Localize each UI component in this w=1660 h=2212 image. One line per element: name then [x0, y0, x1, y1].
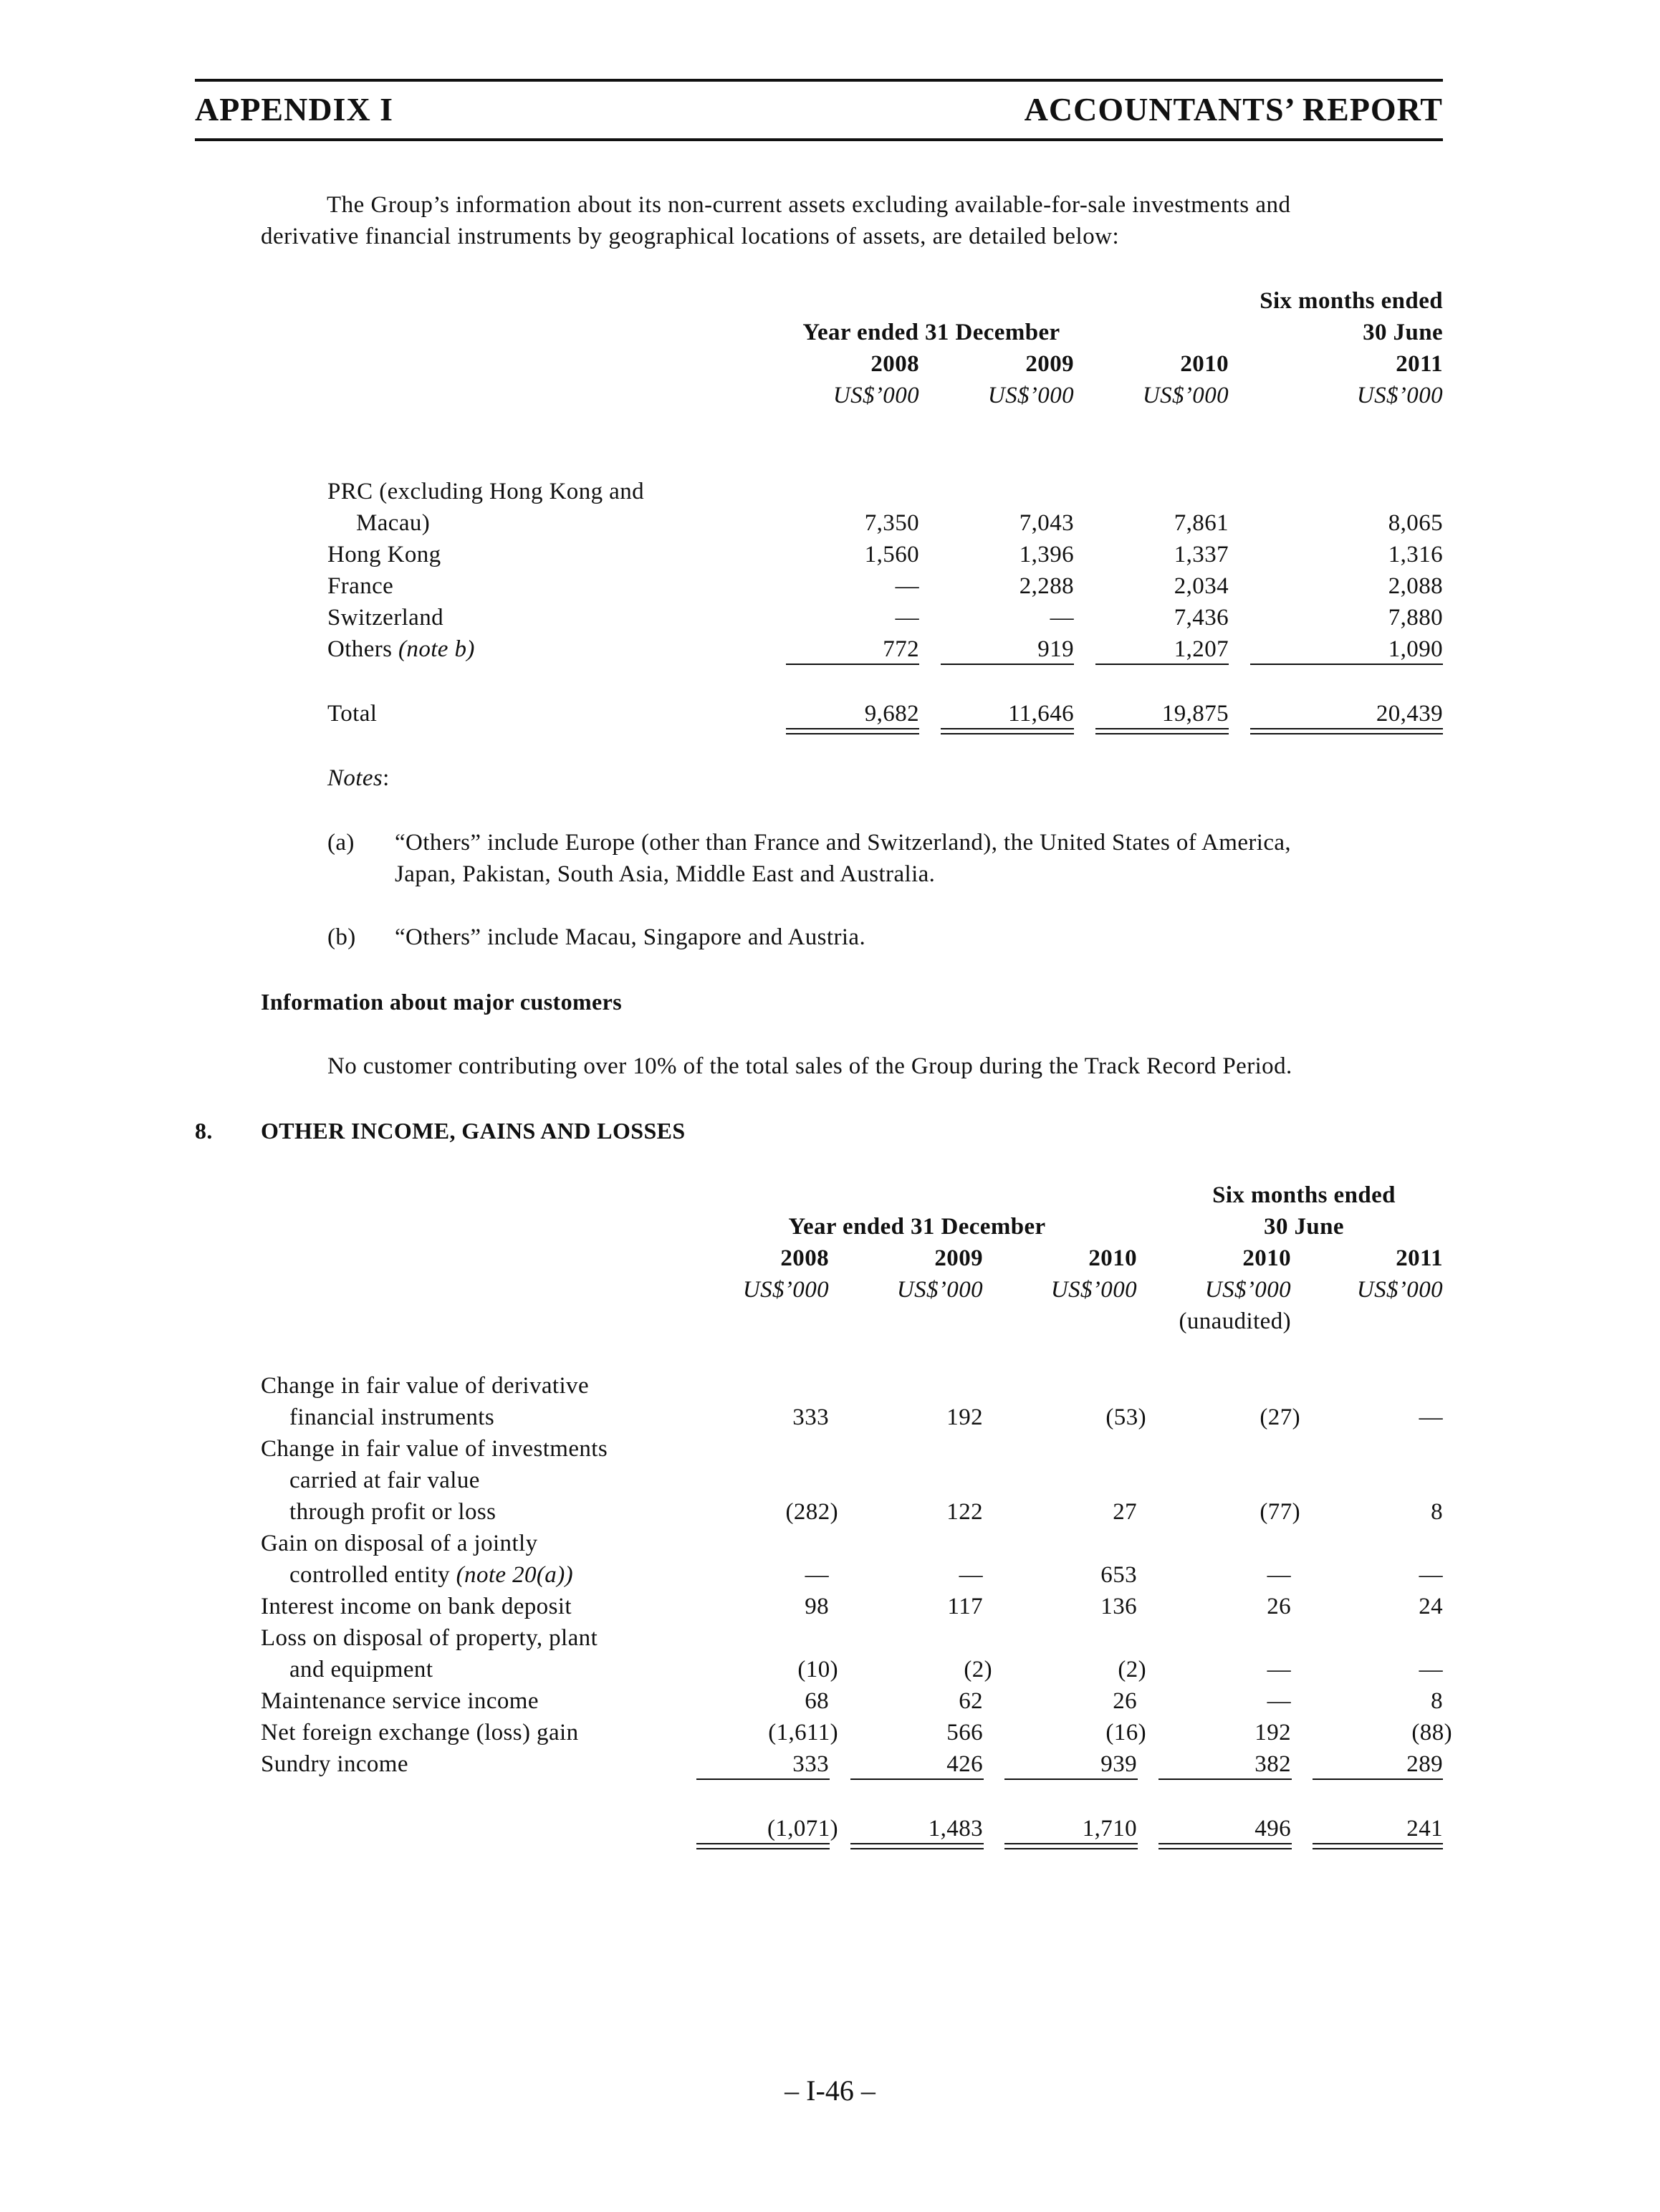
- total-double-rule: [1250, 728, 1443, 734]
- s8-year: 2009: [934, 1245, 983, 1271]
- total-double-rule: [1004, 1843, 1138, 1849]
- s8-cell: 333: [792, 1751, 829, 1777]
- geo-cell: 772: [883, 636, 919, 662]
- geo-unit-2010: US$’000: [1142, 383, 1229, 408]
- s8-row-label: Loss on disposal of property, plant: [261, 1625, 598, 1651]
- notes-heading: [327, 762, 390, 794]
- geo-cell: 1,396: [1019, 542, 1074, 568]
- geo-cell: 1,560: [864, 542, 919, 568]
- s8-cell: (10): [797, 1657, 838, 1682]
- s8-header-june: 30 June: [1264, 1214, 1344, 1240]
- note-a-mark: (a): [327, 830, 355, 856]
- s8-cell: 333: [792, 1404, 829, 1430]
- s8-row-label: Change in fair value of investments: [261, 1436, 608, 1462]
- s8-cell: 566: [946, 1720, 983, 1746]
- s8-cell: 426: [946, 1751, 983, 1777]
- geo-cell: 7,861: [1174, 510, 1229, 536]
- geo-cell: 7,043: [1019, 510, 1074, 536]
- report-title: ACCOUNTANTS’ REPORT: [1024, 91, 1443, 128]
- s8-total-cell: 496: [1254, 1816, 1291, 1842]
- geo-total-cell: 11,646: [1008, 701, 1074, 727]
- s8-cell: 382: [1254, 1751, 1291, 1777]
- s8-row-label: Maintenance service income: [261, 1688, 539, 1714]
- geo-row-label: Others: [327, 636, 399, 662]
- geo-cell: —: [895, 605, 919, 631]
- s8-row-label-cont: carried at fair value: [289, 1468, 480, 1493]
- geo-cell: 1,090: [1388, 636, 1443, 662]
- s8-unit: US$’000: [1204, 1277, 1291, 1303]
- total-double-rule: [696, 1843, 830, 1849]
- geo-cell: 2,288: [1019, 573, 1074, 599]
- geo-cell: 7,436: [1174, 605, 1229, 631]
- s8-cell: —: [1419, 1404, 1443, 1430]
- notes-title: Notes: [327, 765, 383, 791]
- s8-row-note: (note 20(a)): [456, 1562, 573, 1588]
- s8-row-label: Interest income on bank deposit: [261, 1594, 572, 1619]
- s8-cell: 289: [1406, 1751, 1443, 1777]
- s8-cell: 8: [1431, 1688, 1443, 1714]
- s8-cell: 98: [805, 1594, 829, 1619]
- s8-row-label: Net foreign exchange (loss) gain: [261, 1720, 579, 1746]
- customers-heading: Information about major customers: [261, 989, 623, 1015]
- s8-cell: 8: [1431, 1499, 1443, 1525]
- s8-cell: 122: [946, 1499, 983, 1525]
- s8-unit: US$’000: [742, 1277, 829, 1303]
- subtotal-rule: [1095, 664, 1229, 665]
- geo-row-label-others: [327, 633, 475, 665]
- s8-cell: (282): [785, 1499, 838, 1525]
- geo-row-label: Switzerland: [327, 605, 444, 631]
- note-b-mark: (b): [327, 924, 356, 950]
- s8-cell: (2): [964, 1657, 992, 1682]
- s8-row-label-cont: and equipment: [289, 1657, 433, 1682]
- intro-line-1: The Group’s information about its non-current assets excluding available-for-sale investments and: [327, 192, 1291, 218]
- geo-unit-2009: US$’000: [987, 383, 1074, 408]
- header-top-rule: [195, 79, 1443, 82]
- s8-year: 2010: [1088, 1245, 1137, 1271]
- s8-cell: 939: [1100, 1751, 1137, 1777]
- section-title: OTHER INCOME, GAINS AND LOSSES: [261, 1118, 686, 1144]
- customers-text: No customer contributing over 10% of the total sales of the Group during the Track Record Period.: [327, 1053, 1292, 1079]
- total-double-rule: [941, 728, 1074, 734]
- geo-header-six-months: Six months ended: [1260, 288, 1443, 314]
- geo-row-label-cont: Macau): [356, 510, 431, 536]
- geo-row-note: (note b): [398, 636, 475, 662]
- note-a-line-1: “Others” include Europe (other than France and Switzerland), the United States of America,: [395, 830, 1292, 856]
- s8-header-six-months: Six months ended: [1212, 1182, 1396, 1208]
- subtotal-rule: [1004, 1778, 1138, 1780]
- geo-total-cell: 9,682: [864, 701, 919, 727]
- geo-cell: 2,088: [1388, 573, 1443, 599]
- s8-unit: US$’000: [896, 1277, 983, 1303]
- s8-row-label-cont: through profit or loss: [289, 1499, 496, 1525]
- s8-cell: (53): [1105, 1404, 1146, 1430]
- header-bottom-rule: [195, 138, 1443, 141]
- s8-cell: 117: [947, 1594, 983, 1619]
- geo-year-2010: 2010: [1180, 351, 1229, 377]
- geo-cell: 1,207: [1174, 636, 1229, 662]
- subtotal-rule: [786, 664, 919, 665]
- geo-total-label: Total: [327, 701, 378, 727]
- s8-cell: 192: [946, 1404, 983, 1430]
- geo-header-june: 30 June: [1363, 320, 1443, 345]
- s8-cell: 26: [1267, 1594, 1291, 1619]
- s8-cell: (27): [1260, 1404, 1300, 1430]
- geo-cell: 919: [1037, 636, 1074, 662]
- geo-row-label: France: [327, 573, 394, 599]
- total-double-rule: [1158, 1843, 1292, 1849]
- s8-cell: (16): [1105, 1720, 1146, 1746]
- subtotal-rule: [1313, 1778, 1443, 1780]
- s8-cell: 27: [1113, 1499, 1137, 1525]
- geo-cell: 7,880: [1388, 605, 1443, 631]
- s8-cell: 68: [805, 1688, 829, 1714]
- geo-row-label: Hong Kong: [327, 542, 441, 568]
- geo-year-2008: 2008: [870, 351, 919, 377]
- note-a-line-2: Japan, Pakistan, South Asia, Middle East and Australia.: [395, 861, 936, 887]
- geo-cell: 2,034: [1174, 573, 1229, 599]
- s8-unit: US$’000: [1356, 1277, 1443, 1303]
- s8-year: 2011: [1396, 1245, 1443, 1271]
- section-number: 8.: [195, 1118, 213, 1144]
- geo-year-2009: 2009: [1025, 351, 1074, 377]
- s8-row-label-text: controlled entity: [289, 1562, 456, 1588]
- subtotal-rule: [941, 664, 1074, 665]
- geo-cell: 1,337: [1174, 542, 1229, 568]
- geo-row-label: PRC (excluding Hong Kong and: [327, 479, 645, 504]
- s8-total-cell: (1,071): [767, 1816, 838, 1842]
- s8-year: 2008: [780, 1245, 829, 1271]
- s8-row-label-cont: financial instruments: [289, 1404, 495, 1430]
- geo-cell: —: [1050, 605, 1074, 631]
- s8-cell: 62: [959, 1688, 983, 1714]
- s8-cell: 653: [1100, 1562, 1137, 1588]
- subtotal-rule: [1250, 664, 1443, 665]
- note-b-line-1: “Others” include Macau, Singapore and Austria.: [395, 924, 866, 950]
- s8-total-cell: 241: [1406, 1816, 1443, 1842]
- geo-header-year-ended: Year ended 31 December: [802, 320, 1060, 345]
- s8-cell: —: [959, 1562, 983, 1588]
- s8-row-label-cont: [289, 1559, 573, 1591]
- s8-header-year-ended: Year ended 31 December: [788, 1214, 1046, 1240]
- s8-cell: —: [1419, 1657, 1443, 1682]
- s8-total-cell: 1,483: [928, 1816, 983, 1842]
- s8-row-label: Change in fair value of derivative: [261, 1373, 590, 1399]
- geo-total-cell: 20,439: [1376, 701, 1443, 727]
- s8-cell: —: [1267, 1688, 1291, 1714]
- appendix-title: APPENDIX I: [195, 91, 394, 128]
- s8-unit: US$’000: [1050, 1277, 1137, 1303]
- s8-cell: (2): [1118, 1657, 1146, 1682]
- s8-cell: (1,611): [768, 1720, 838, 1746]
- s8-cell: 26: [1113, 1688, 1137, 1714]
- s8-total-cell: 1,710: [1082, 1816, 1137, 1842]
- geo-year-2011: 2011: [1396, 351, 1443, 377]
- s8-cell: —: [1419, 1562, 1443, 1588]
- total-double-rule: [1313, 1843, 1443, 1849]
- s8-cell: —: [805, 1562, 829, 1588]
- s8-row-label: Sundry income: [261, 1751, 408, 1777]
- geo-cell: 8,065: [1388, 510, 1443, 536]
- s8-cell: —: [1267, 1562, 1291, 1588]
- total-double-rule: [850, 1843, 984, 1849]
- s8-cell: (77): [1260, 1499, 1300, 1525]
- s8-cell: (88): [1411, 1720, 1452, 1746]
- s8-cell: —: [1267, 1657, 1291, 1682]
- subtotal-rule: [850, 1778, 984, 1780]
- total-double-rule: [786, 728, 919, 734]
- s8-year: 2010: [1242, 1245, 1291, 1271]
- geo-unit-2011: US$’000: [1356, 383, 1443, 408]
- s8-cell: 192: [1254, 1720, 1291, 1746]
- s8-row-label: Gain on disposal of a jointly: [261, 1531, 538, 1556]
- subtotal-rule: [696, 1778, 830, 1780]
- intro-line-2: derivative financial instruments by geographical locations of assets, are detailed below:: [261, 224, 1120, 249]
- geo-unit-2008: US$’000: [833, 383, 919, 408]
- geo-cell: —: [895, 573, 919, 599]
- notes-colon: :: [383, 765, 390, 791]
- geo-cell: 1,316: [1388, 542, 1443, 568]
- page-number: – I-46 –: [785, 2074, 875, 2107]
- geo-cell: 7,350: [864, 510, 919, 536]
- total-double-rule: [1095, 728, 1229, 734]
- geo-total-cell: 19,875: [1161, 701, 1229, 727]
- s8-unaudited: (unaudited): [1179, 1308, 1291, 1334]
- subtotal-rule: [1158, 1778, 1292, 1780]
- s8-cell: 24: [1419, 1594, 1443, 1619]
- s8-cell: 136: [1100, 1594, 1137, 1619]
